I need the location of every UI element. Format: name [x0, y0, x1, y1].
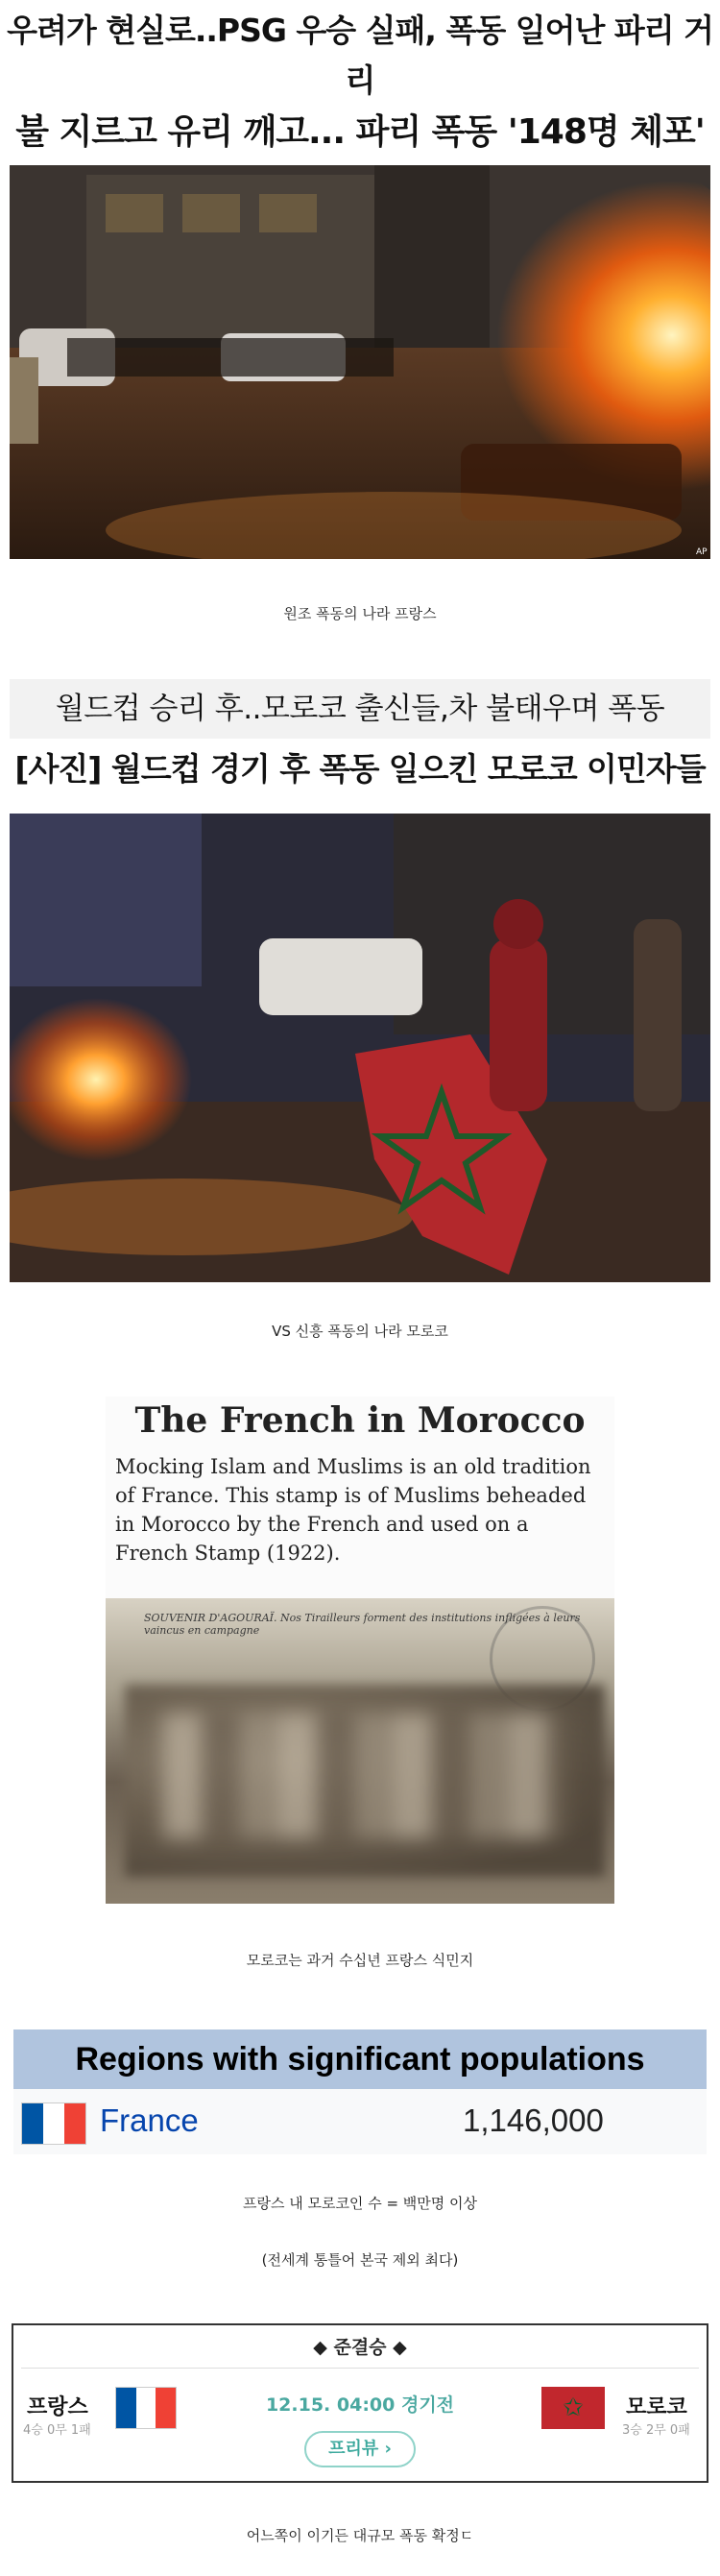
- stamp-souvenir-text: SOUVENIR D'AGOURAÏ. Nos Tirailleurs forment des institutions infligées à leurs vaincus en campagne: [144, 1612, 581, 1637]
- team1-record: 4승 0무 1패: [23, 2423, 91, 2438]
- preview-label: 프리뷰: [328, 2439, 379, 2459]
- headline-psg: 우려가 현실로..PSG 우승 실패, 폭동 일어난 파리 거리: [7, 12, 713, 99]
- country-link[interactable]: France: [100, 2102, 199, 2138]
- caption-france: 원조 폭동의 나라 프랑스: [283, 605, 437, 622]
- french-in-morocco-card: [106, 1397, 614, 1904]
- morocco-riot-photo: [10, 814, 710, 1282]
- match-divider: [21, 2368, 699, 2369]
- paris-riot-scene: [10, 165, 710, 559]
- morocco-flag-icon: ✩: [541, 2387, 605, 2429]
- caption-colony: 모로코는 과거 수십년 프랑스 식민지: [246, 1952, 474, 1969]
- caption-population: 프랑스 내 모로코인 수 = 백만명 이상: [242, 2195, 478, 2212]
- caption-morocco: VS 신흥 폭동의 나라 모로코: [272, 1323, 448, 1340]
- semifinal-match-card[interactable]: [12, 2323, 708, 2483]
- morocco-riot-scene: [10, 814, 710, 1282]
- team2-record: 3승 2무 0패: [622, 2423, 690, 2438]
- headline-paris-riot: 불 지르고 유리 깨고... 파리 폭동 '148명 체포': [15, 112, 705, 152]
- banner-worldcup-quote: 월드컵 승리 후..모로코 출신들,차 불태우며 폭동: [10, 679, 710, 739]
- population-value: 1,146,000: [463, 2102, 604, 2138]
- france-flag-icon: [21, 2102, 86, 2145]
- chevron-right-icon: ›: [384, 2439, 392, 2459]
- match-time: 12.15. 04:00 경기전: [265, 2394, 455, 2416]
- blurred-stamp-image: [106, 1598, 614, 1904]
- blurred-figures: [163, 1713, 566, 1838]
- banner-morocco-photos: [사진] 월드컵 경기 후 폭동 일으킨 모로코 이민자들: [14, 750, 706, 788]
- ap-watermark: AP: [696, 547, 708, 557]
- caption-conclusion: 어느쪽이 이기든 대규모 폭동 확정ㄷ: [246, 2527, 474, 2544]
- stamp-card-text: Mocking Islam and Muslims is an old tradition of France. This stamp is of Muslims beheaded in Morocco by the French and used on a French Stamp (1922).: [115, 1455, 591, 1565]
- match-stage-title: ◆ 준결승 ◆: [313, 2337, 407, 2358]
- infobox-header: Regions with significant populations: [13, 2029, 707, 2089]
- caption-most: (전세계 통틀어 본국 제외 최다): [261, 2251, 459, 2269]
- population-infobox: [13, 2029, 707, 2154]
- team2-name: 모로코: [626, 2395, 687, 2419]
- preview-button[interactable]: [304, 2431, 416, 2467]
- team1-name: 프랑스: [27, 2395, 88, 2419]
- stamp-card-title: The French in Morocco: [134, 1400, 586, 1441]
- infobox-row-france: [13, 2089, 707, 2154]
- paris-riot-photo: [10, 165, 710, 559]
